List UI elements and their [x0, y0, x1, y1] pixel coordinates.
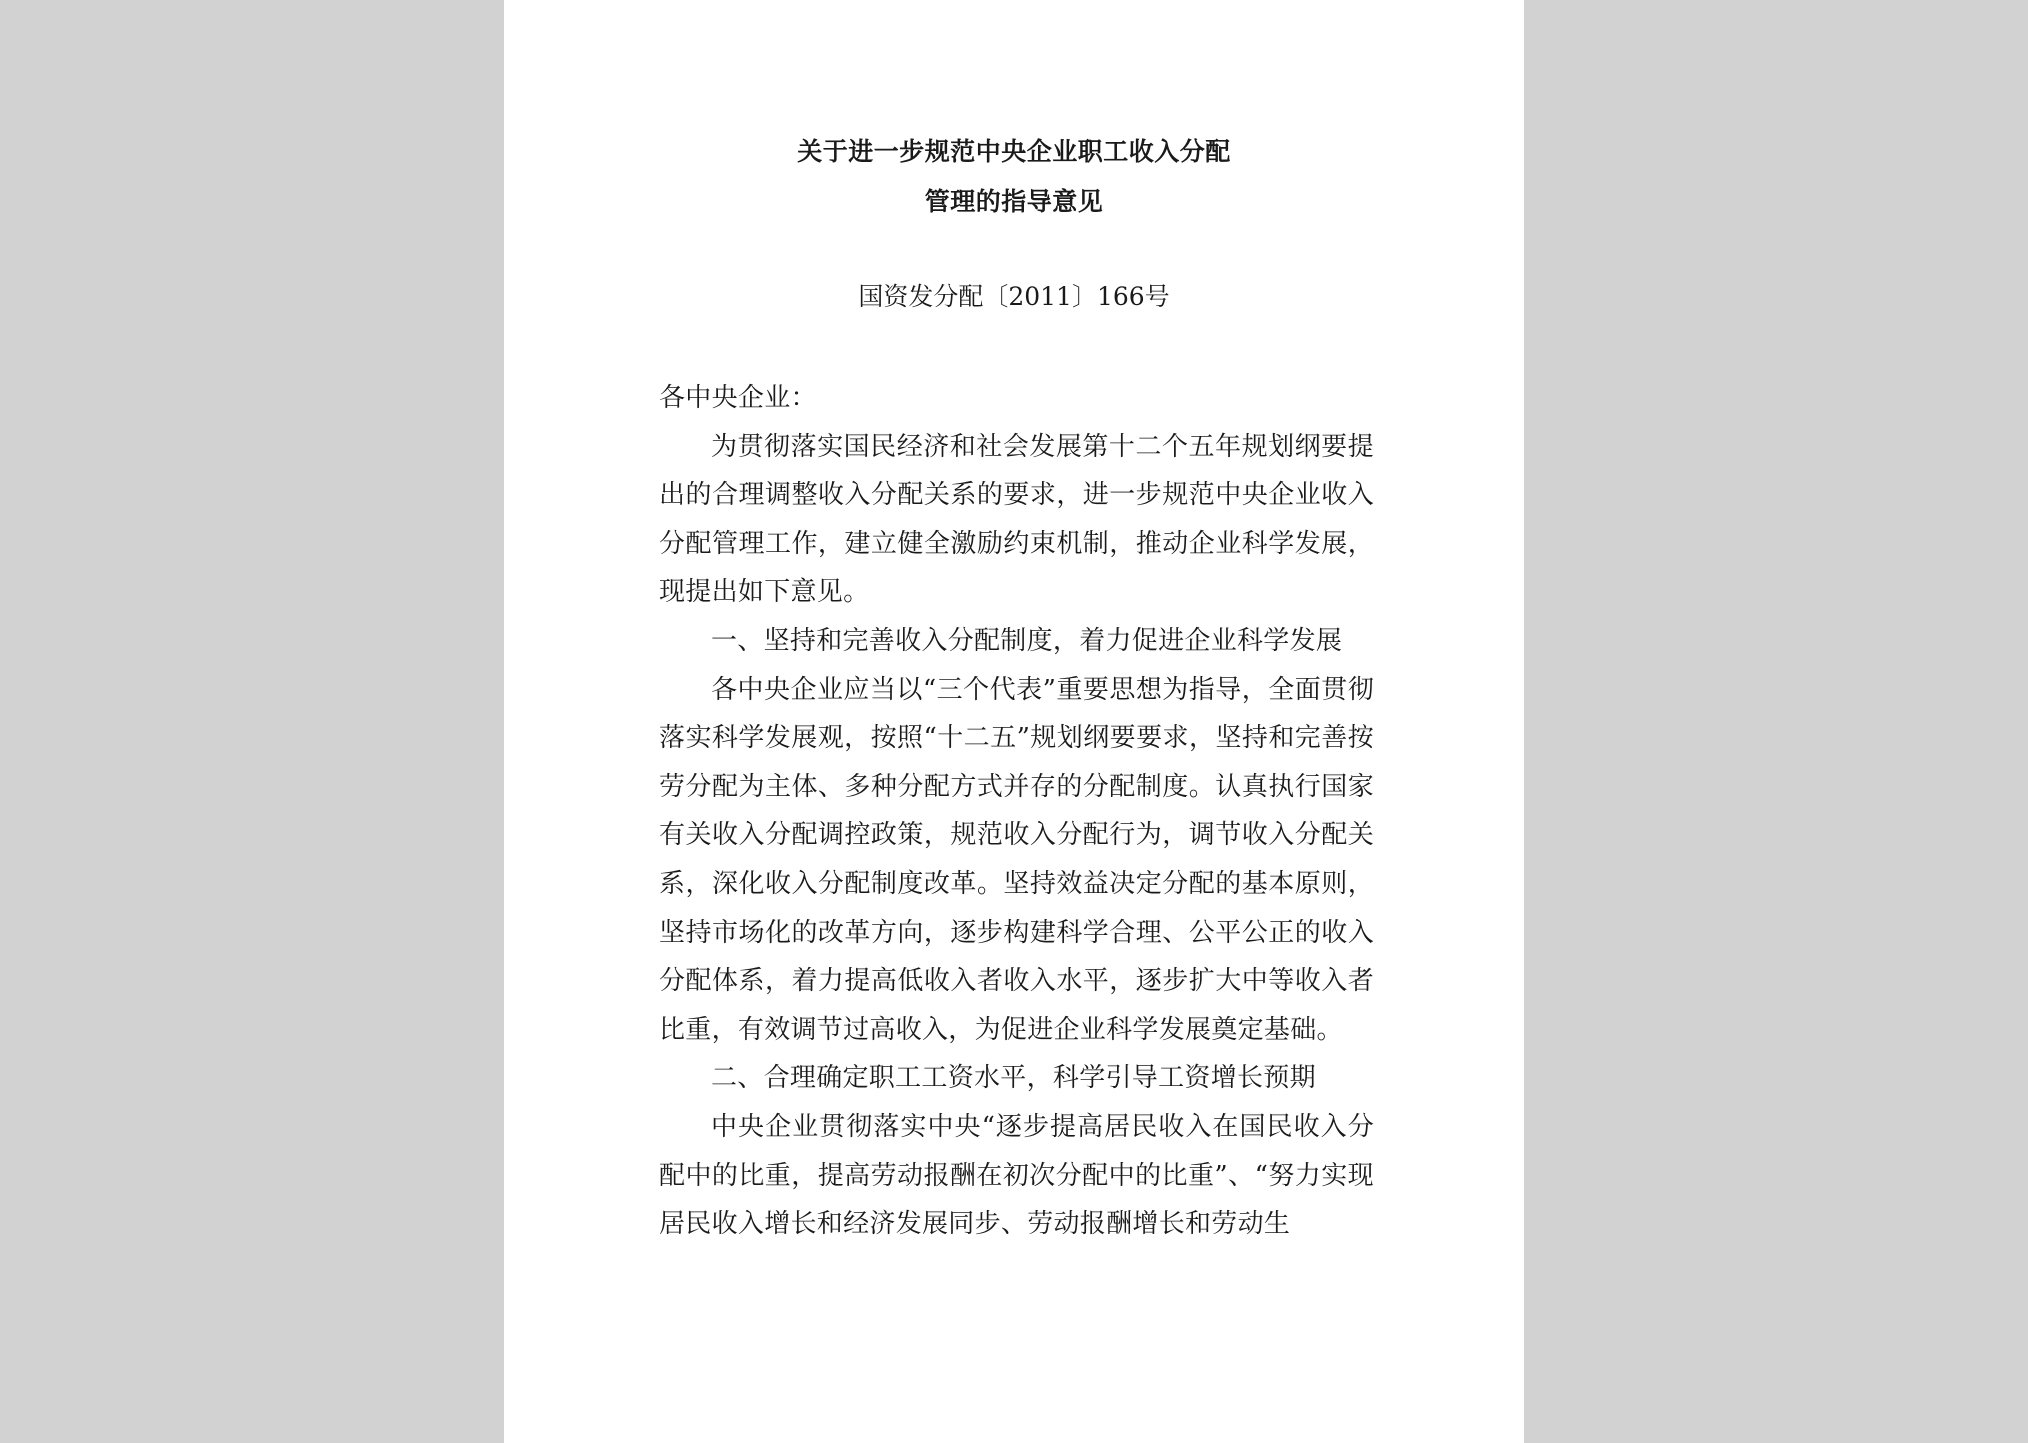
- document-number: 国资发分配〔2011〕166号: [858, 282, 1170, 311]
- paragraph-section-1: 各中央企业应当以“三个代表”重要思想为指导，全面贯彻落实科学发展观，按照“十二五”规划纲要要求，坚持和完善按劳分配为主体、多种分配方式并存的分配制度。认真执行国家有关收入分配调控政策，规范收入分配行为，调节收入分配关系，深化收入分配制度改革。坚持效益决定分配的基本原则，坚持市场化的改革方向，逐步构建科学合理、公平公正的收入分配体系，着力提高低收入者收入水平，逐步扩大中等收入者比重，有效调节过高收入，为促进企业科学发展奠定基础。: [659, 674, 1374, 1045]
- paragraph-intro: 为贯彻落实国民经济和社会发展第十二个五年规划纲要提出的合理调整收入分配关系的要求，进一步规范中央企业收入分配管理工作，建立健全激励约束机制，推动企业科学发展，现提出如下意见。: [659, 431, 1374, 608]
- salutation: 各中央企业：: [659, 383, 817, 413]
- document-title-line-1: 关于进一步规范中央企业职工收入分配: [797, 137, 1231, 166]
- paragraph-section-2: 中央企业贯彻落实中央“逐步提高居民收入在国民收入分配中的比重，提高劳动报酬在初次分配中的比重”、“努力实现居民收入增长和经济发展同步、劳动报酬增长和劳动生: [659, 1111, 1374, 1240]
- document-body: [659, 374, 1374, 1249]
- document-page: [504, 0, 1524, 1443]
- section-heading-1: 一、坚持和完善收入分配制度，着力促进企业科学发展: [711, 625, 1343, 656]
- section-heading-2: 二、合理确定职工工资水平，科学引导工资增长预期: [711, 1063, 1316, 1094]
- document-title-line-2: 管理的指导意见: [924, 187, 1104, 216]
